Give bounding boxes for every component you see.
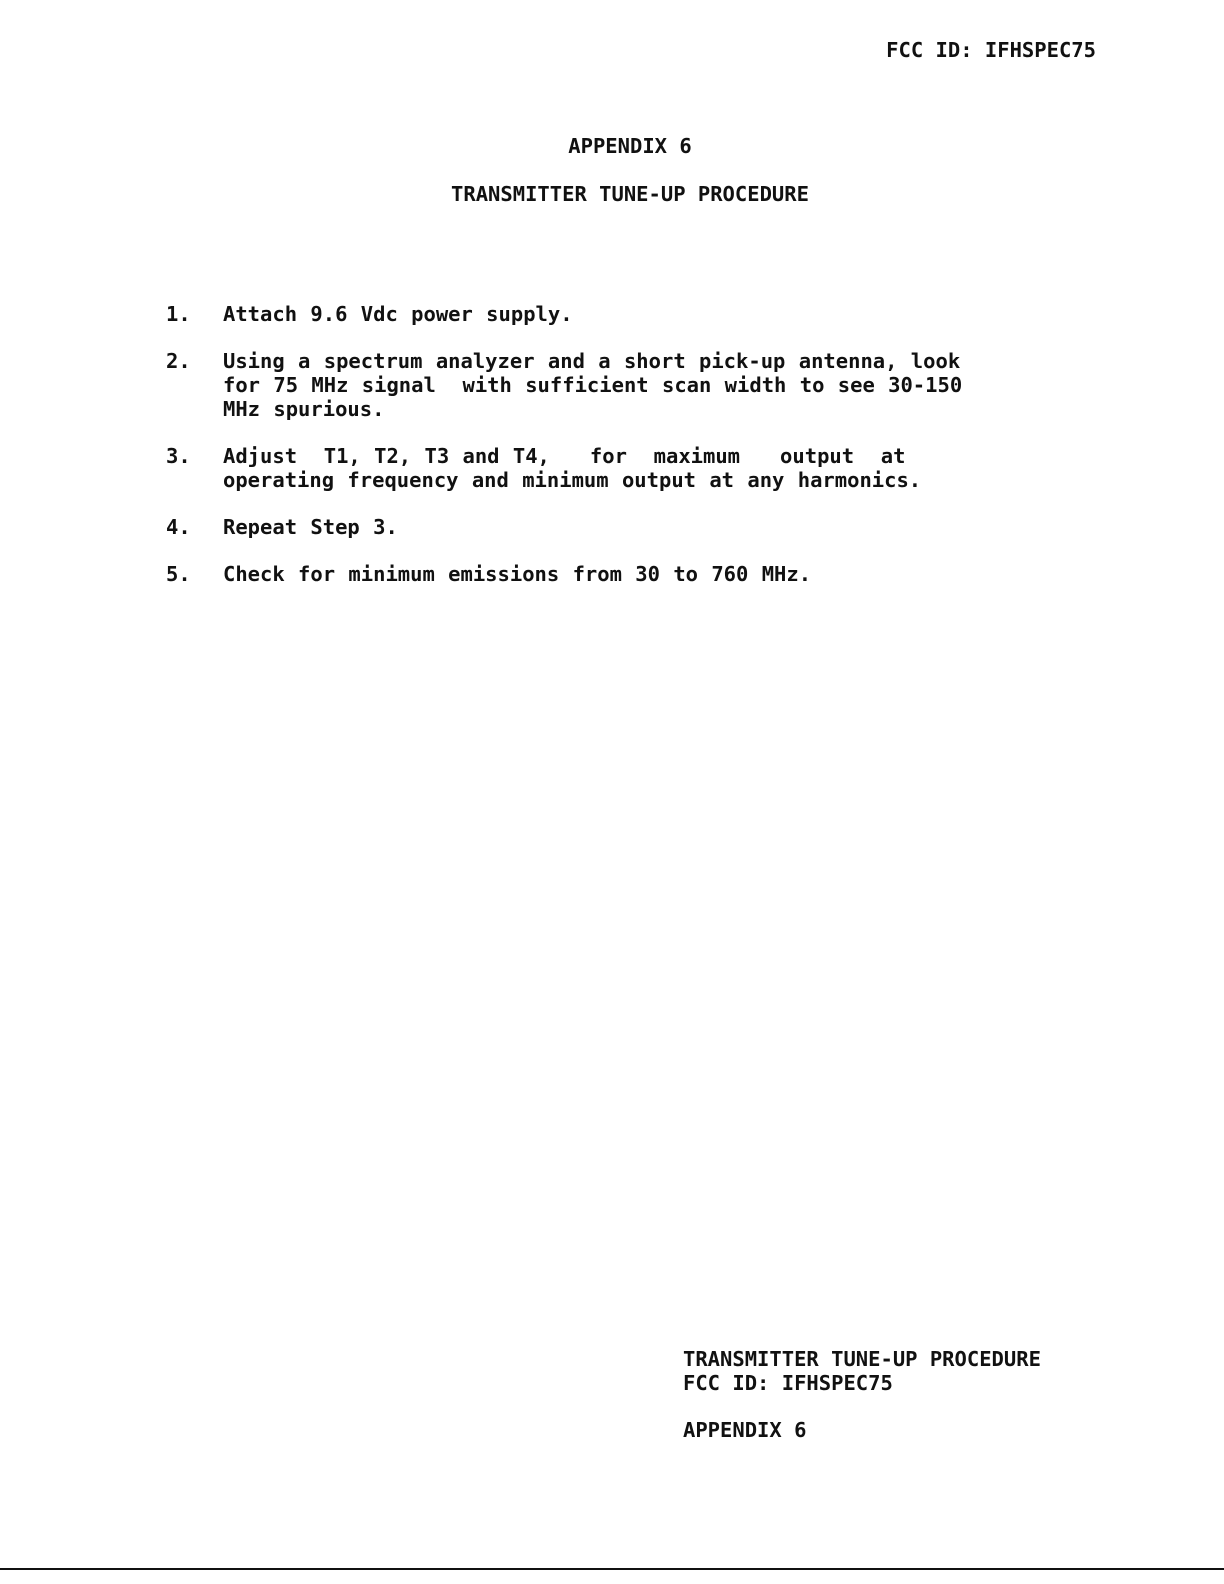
step-number: 5. xyxy=(166,562,191,586)
step-text: Check for minimum emissions from 30 to 760 MHz. xyxy=(223,562,812,586)
procedure-steps xyxy=(166,302,1106,609)
appendix-title: APPENDIX 6 xyxy=(568,134,692,158)
step-text: Repeat Step 3. xyxy=(223,515,398,539)
step-number: 2. xyxy=(166,349,191,373)
header-fcc-id: FCC ID: IFHSPEC75 xyxy=(886,38,1096,62)
footer-block xyxy=(683,1347,1041,1442)
footer-fcc-id: FCC ID: IFHSPEC75 xyxy=(683,1371,893,1395)
step-number: 1. xyxy=(166,302,191,326)
step-item xyxy=(166,562,1106,586)
step-number: 3. xyxy=(166,444,191,468)
step-item xyxy=(166,302,1106,326)
step-item xyxy=(166,515,1106,539)
step-number: 4. xyxy=(166,515,191,539)
step-item xyxy=(166,349,1106,421)
step-item xyxy=(166,444,1106,492)
footer-appendix: APPENDIX 6 xyxy=(683,1418,807,1442)
procedure-title: TRANSMITTER TUNE-UP PROCEDURE xyxy=(451,182,809,206)
bottom-rule xyxy=(0,1568,1224,1570)
step-text: Attach 9.6 Vdc power supply. xyxy=(223,302,573,326)
footer-procedure: TRANSMITTER TUNE-UP PROCEDURE xyxy=(683,1347,1041,1371)
step-text: Using a spectrum analyzer and a short pick-up antenna, look for 75 MHz signal with sufficient scan width to see 30-150 MHz spurious. xyxy=(223,349,963,421)
step-text: Adjust T1, T2, T3 and T4, for maximum output at operating frequency and minimum output at any harmonics. xyxy=(223,444,922,492)
